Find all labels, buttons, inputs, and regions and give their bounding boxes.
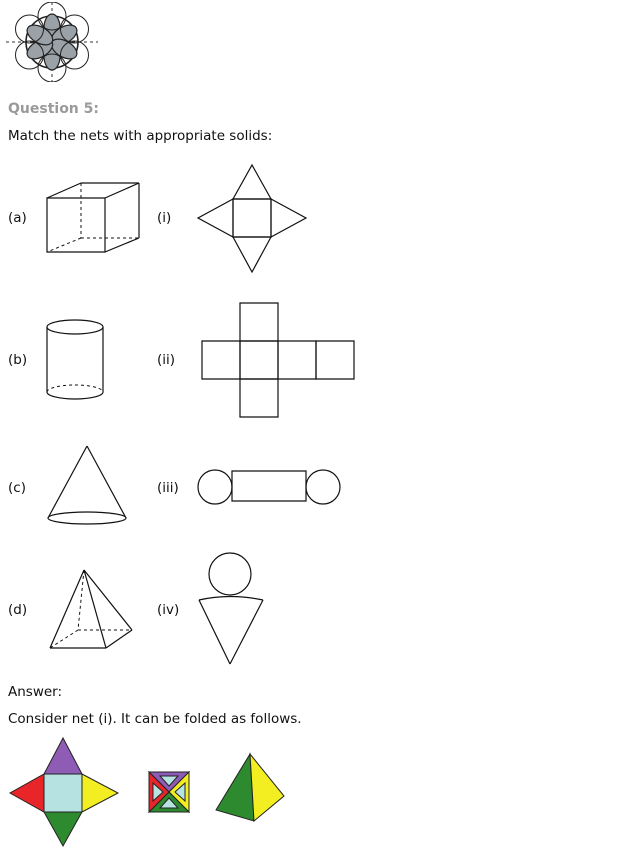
answer-line-1: Consider net (i). It can be folded as follows. — [8, 711, 302, 727]
cone-icon — [44, 444, 130, 528]
assembled-pyramid-icon — [214, 752, 288, 824]
solid-label-d: (d) — [8, 602, 28, 618]
solid-label-b: (b) — [8, 352, 28, 368]
cube-net-icon — [200, 300, 358, 420]
square-pyramid-icon — [46, 568, 136, 650]
square-pyramid-net-icon — [196, 164, 308, 274]
question-prompt: Match the nets with appropriate solids: — [8, 128, 273, 144]
cube-icon — [44, 180, 144, 256]
cylinder-icon — [44, 318, 106, 402]
solid-label-a: (a) — [8, 210, 27, 226]
net-label-iv: (iv) — [157, 602, 180, 618]
question-title: Question 5: — [8, 101, 99, 117]
net-label-iii: (iii) — [157, 480, 179, 496]
colored-pyramid-net-icon — [8, 736, 122, 848]
answer-heading: Answer: — [8, 684, 63, 700]
folded-pyramid-top-view-icon — [148, 771, 190, 813]
logo-rosette-icon — [6, 2, 98, 82]
cone-net-icon — [196, 551, 266, 667]
solid-label-c: (c) — [8, 480, 26, 496]
net-label-i: (i) — [157, 210, 172, 226]
net-label-ii: (ii) — [157, 352, 176, 368]
cylinder-net-icon — [196, 466, 342, 508]
